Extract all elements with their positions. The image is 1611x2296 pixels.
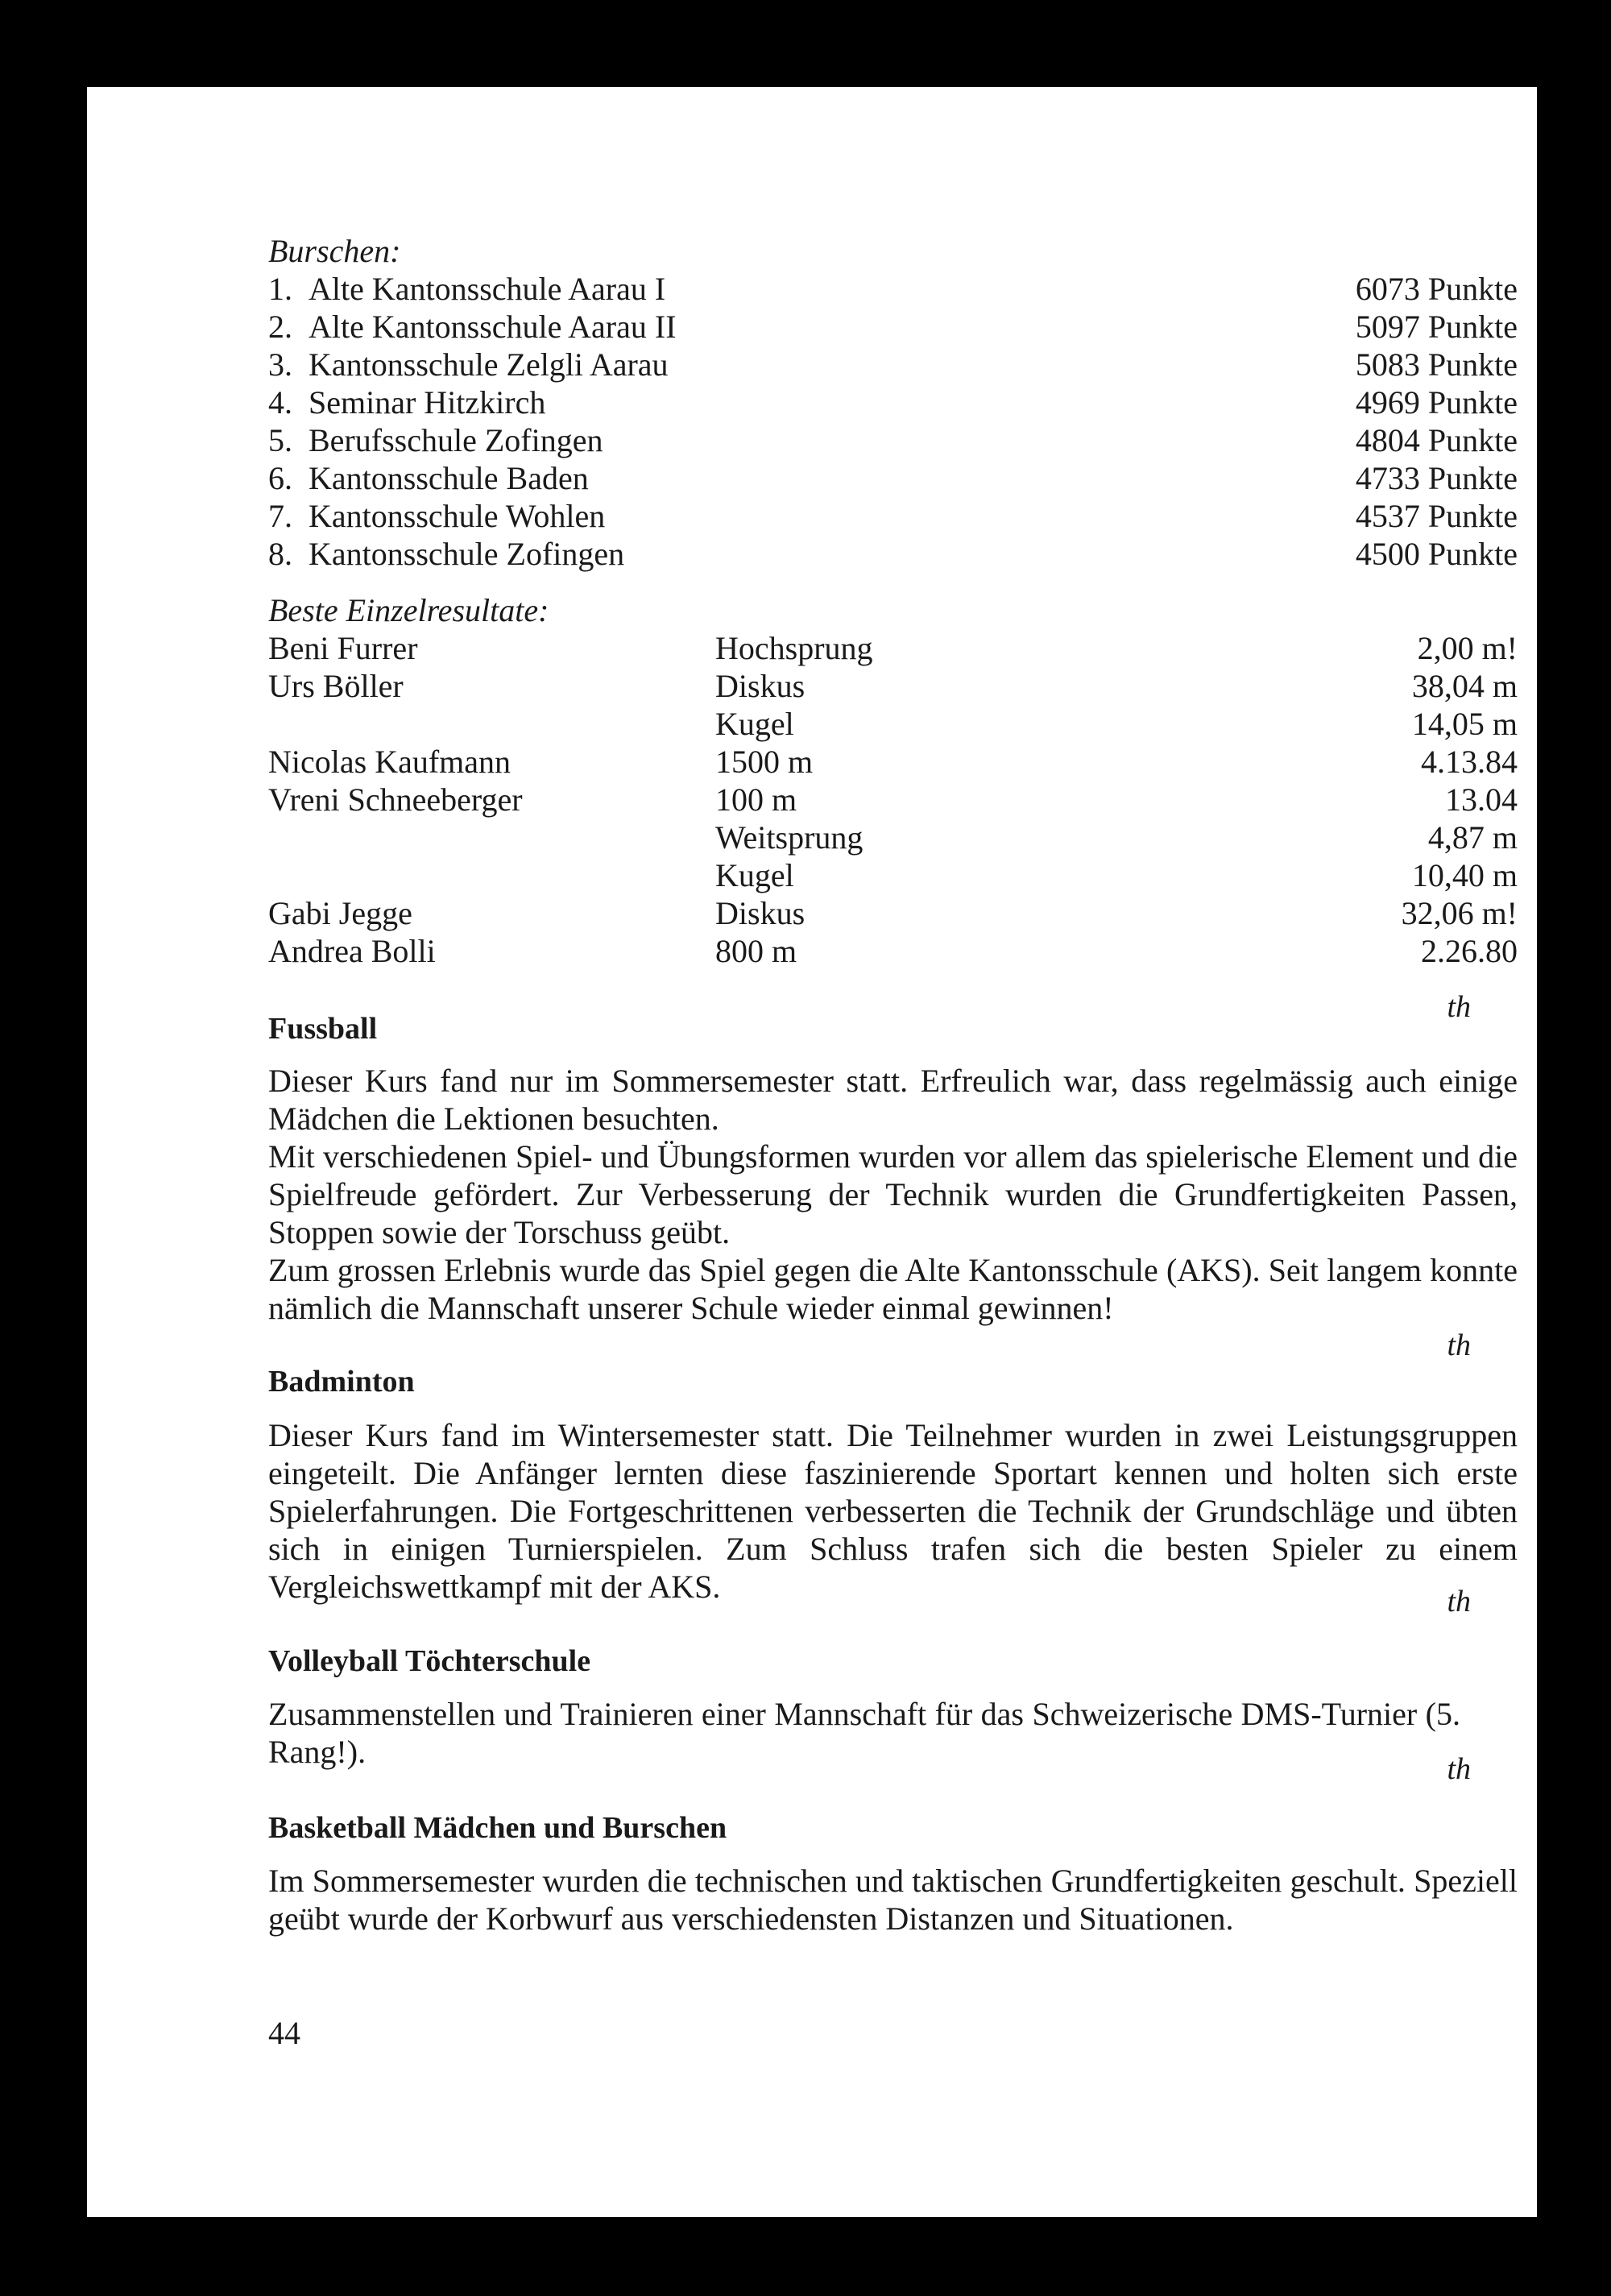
fussball-text [268, 1062, 1518, 1327]
rank-number: 7. [268, 498, 292, 534]
points-value: 4537 Punkte [1355, 498, 1518, 534]
discipline: Kugel [715, 706, 794, 742]
athlete-name: Urs Böller [268, 668, 404, 704]
athlete-name: Vreni Schneeberger [268, 781, 523, 818]
school-name: Kantonsschule Wohlen [309, 498, 606, 534]
rank-number: 4. [268, 384, 292, 421]
points-value: 6073 Punkte [1355, 271, 1518, 307]
result-row [268, 629, 1518, 667]
paragraph: Zusammenstellen und Trainieren einer Mannschaft für das Schweizerische DMS-Turnier (5. Rang!). [268, 1696, 1460, 1770]
discipline: 1500 m [715, 744, 814, 780]
discipline: 800 m [715, 933, 797, 969]
rank-number: 6. [268, 460, 292, 496]
points-value: 5083 Punkte [1355, 346, 1518, 383]
paragraph: Zum grossen Erlebnis wurde das Spiel gegen die Alte Kantonsschule (AKS). Seit langem konnte nämlich die Mannschaft unserer Schule wieder einmal gewinnen! [268, 1252, 1518, 1326]
rank-number: 2. [268, 309, 292, 345]
discipline: Diskus [715, 668, 806, 704]
result-value: 2.26.80 [1421, 933, 1518, 969]
school-name: Kantonsschule Zofingen [309, 536, 625, 572]
result-row [268, 743, 1518, 781]
points-value: 5097 Punkte [1355, 309, 1518, 345]
result-value: 4.13.84 [1421, 744, 1518, 780]
athlete-name: Andrea Bolli [268, 933, 436, 969]
rank-number: 1. [268, 271, 292, 307]
ranking-row [268, 421, 1518, 459]
ranking-row [268, 535, 1518, 573]
rank-number: 5. [268, 422, 292, 458]
athlete-name: Gabi Jegge [268, 895, 412, 931]
school-name: Kantonsschule Baden [309, 460, 589, 496]
document-page [87, 87, 1537, 2217]
result-row [268, 781, 1518, 819]
result-value: 32,06 m! [1401, 895, 1518, 931]
paragraph: Dieser Kurs fand nur im Sommersemester statt. Erfreulich war, dass regelmässig auch einige Mädchen die Lektionen besuchten. [268, 1063, 1518, 1137]
discipline: Weitsprung [715, 819, 863, 856]
school-name: Kantonsschule Zelgli Aarau [309, 346, 669, 383]
result-row [268, 819, 1518, 856]
ranking-row [268, 270, 1518, 308]
author-initials: th [1447, 1328, 1471, 1362]
result-value: 14,05 m [1411, 706, 1518, 742]
athlete-name: Beni Furrer [268, 630, 418, 666]
result-value: 4,87 m [1427, 819, 1518, 856]
fussball-heading: Fussball [268, 1012, 378, 1046]
result-row [268, 667, 1518, 705]
discipline: Hochsprung [715, 630, 873, 666]
discipline: Kugel [715, 857, 794, 893]
result-row [268, 856, 1518, 894]
volleyball-heading: Volleyball Töchterschule [268, 1644, 591, 1678]
author-initials: th [1447, 990, 1471, 1024]
paragraph: Dieser Kurs fand im Wintersemester statt. Die Teilnehmer wurden in zwei Leistungsgruppen eingeteilt. Die Anfänger lernten diese faszinierende Sportart kennen und holten sich erste Spielerfahrungen. Die Fortgeschrittenen verbesserten die Technik der Grundschläge und übten sich in einigen Turnierspielen. Zum Schluss trafen sich die besten Spieler zu einem Vergleichswettkampf mit der AKS. [268, 1417, 1518, 1605]
results-heading: Beste Einzelresultate: [268, 592, 549, 628]
discipline: 100 m [715, 781, 797, 818]
points-value: 4500 Punkte [1355, 536, 1518, 572]
ranking-row [268, 459, 1518, 497]
points-value: 4969 Punkte [1355, 384, 1518, 421]
result-row [268, 894, 1518, 932]
points-value: 4804 Punkte [1355, 422, 1518, 458]
author-initials: th [1447, 1752, 1471, 1786]
rank-number: 3. [268, 346, 292, 383]
result-value: 13.04 [1445, 781, 1518, 818]
athlete-name: Nicolas Kaufmann [268, 744, 511, 780]
result-row [268, 705, 1518, 743]
page-number: 44 [268, 2015, 300, 2051]
paragraph: Mit verschiedenen Spiel- und Übungsformen wurden vor allem das spielerische Element und die Spielfreude gefördert. Zur Verbesserung der Technik wurden die Grundfertigkeiten Passen, Stoppen sowie der Torschuss geübt. [268, 1138, 1518, 1250]
ranking-row [268, 497, 1518, 535]
badminton-heading: Badminton [268, 1365, 415, 1399]
result-row [268, 932, 1518, 970]
result-value: 10,40 m [1411, 857, 1518, 893]
ranking-row [268, 383, 1518, 421]
basketball-text [268, 1862, 1518, 1938]
burschen-heading: Burschen: [268, 233, 401, 269]
school-name: Alte Kantonsschule Aarau II [309, 309, 677, 345]
rank-number: 8. [268, 536, 292, 572]
author-initials: th [1447, 1585, 1471, 1618]
points-value: 4733 Punkte [1355, 460, 1518, 496]
ranking-row [268, 346, 1518, 383]
badminton-text [268, 1416, 1518, 1606]
volleyball-text [268, 1695, 1460, 1771]
school-name: Berufsschule Zofingen [309, 422, 603, 458]
result-value: 2,00 m! [1417, 630, 1518, 666]
basketball-heading: Basketball Mädchen und Burschen [268, 1811, 727, 1845]
discipline: Diskus [715, 895, 806, 931]
school-name: Seminar Hitzkirch [309, 384, 546, 421]
school-name: Alte Kantonsschule Aarau I [309, 271, 666, 307]
paragraph: Im Sommersemester wurden die technischen und taktischen Grundfertigkeiten geschult. Speziell geübt wurde der Korbwurf aus verschiedensten Distanzen und Situationen. [268, 1863, 1518, 1937]
ranking-row [268, 308, 1518, 346]
result-value: 38,04 m [1411, 668, 1518, 704]
